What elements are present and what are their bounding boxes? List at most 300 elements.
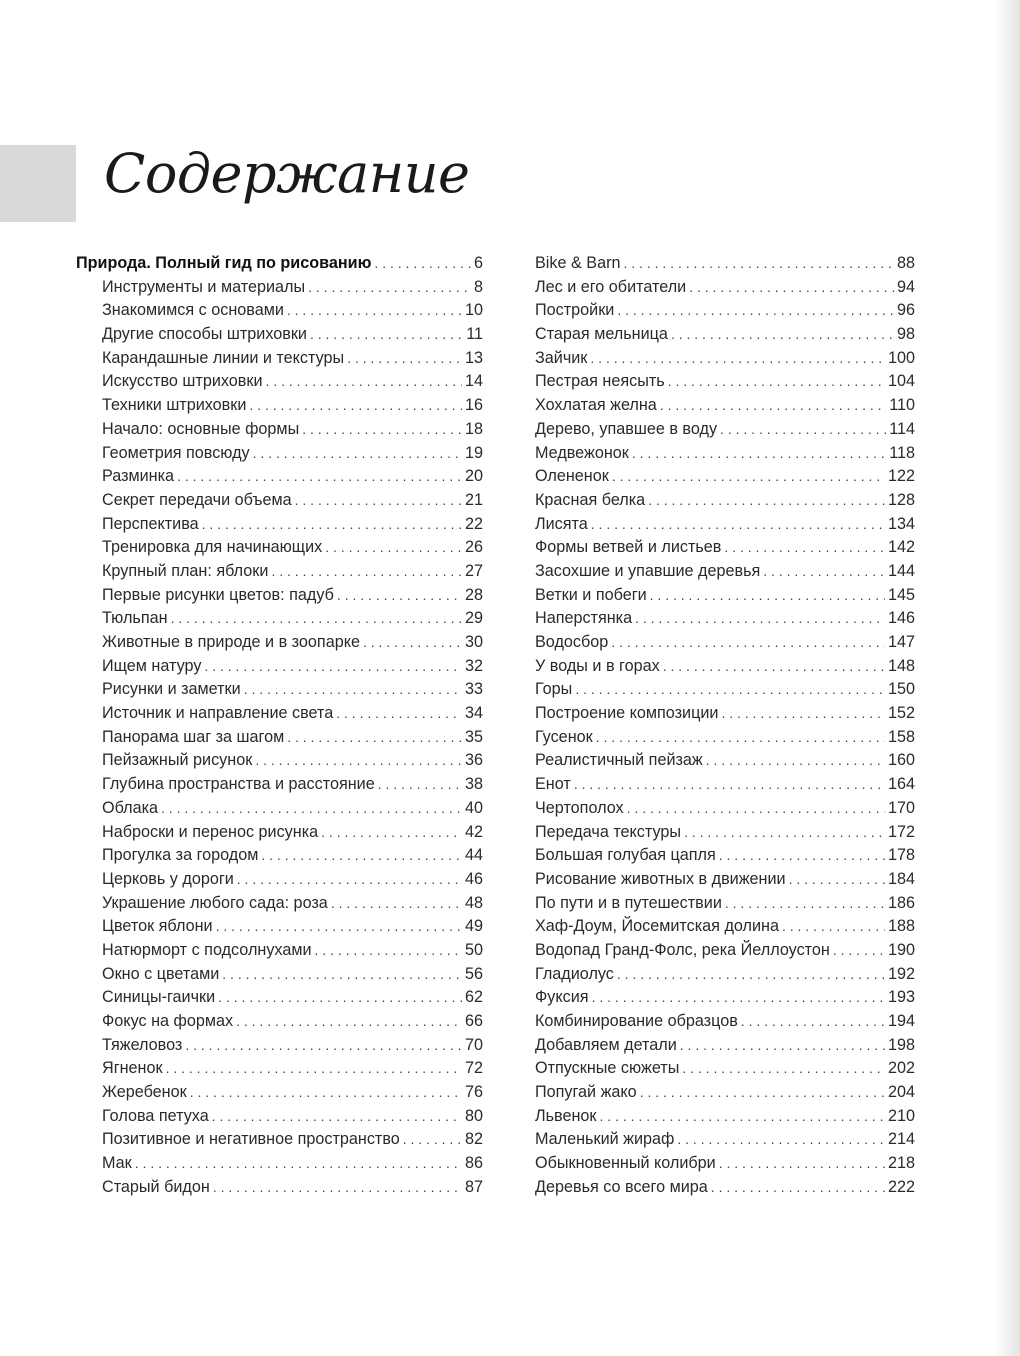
toc-dot-leader xyxy=(668,370,885,394)
toc-dot-leader xyxy=(680,1034,885,1058)
toc-entry-title: Гладиолус xyxy=(535,964,614,983)
toc-entry-page: 27 xyxy=(464,561,483,580)
toc-entry-page: 34 xyxy=(464,704,483,723)
toc-entry xyxy=(535,821,915,845)
toc-dot-leader xyxy=(596,726,885,750)
toc-dot-leader xyxy=(611,631,885,655)
toc-dot-leader xyxy=(660,394,886,418)
toc-dot-leader xyxy=(782,915,885,939)
toc-entry-title: Построение композиции xyxy=(535,704,719,723)
toc-entry-title: Деревья со всего мира xyxy=(535,1177,708,1196)
toc-entry-title: Попугай жако xyxy=(535,1083,637,1102)
toc-entry xyxy=(76,1034,483,1058)
toc-entry-page: 80 xyxy=(464,1106,483,1125)
toc-dot-leader xyxy=(347,347,462,371)
toc-entry-title: Олененок xyxy=(535,467,609,486)
toc-entry-title: Знакомимся с основами xyxy=(102,301,284,320)
toc-dot-leader xyxy=(363,631,462,655)
toc-entry xyxy=(535,276,915,300)
toc-entry-page: 87 xyxy=(464,1177,483,1196)
toc-entry xyxy=(76,939,483,963)
toc-dot-leader xyxy=(204,655,462,679)
toc-entry-title: Фокус на формах xyxy=(102,1012,234,1030)
toc-entry xyxy=(76,299,483,323)
toc-entry xyxy=(535,489,915,513)
toc-entry-page: 6 xyxy=(473,254,483,272)
toc-entry-title: Наперстянка xyxy=(535,609,633,628)
toc-entry xyxy=(535,607,915,631)
toc-entry xyxy=(535,1128,915,1152)
toc-dot-leader xyxy=(237,868,462,892)
toc-dot-leader xyxy=(617,299,894,323)
toc-dot-leader xyxy=(244,678,462,702)
toc-dot-leader xyxy=(719,844,885,868)
toc-dot-leader xyxy=(719,1152,885,1176)
toc-entry xyxy=(535,702,915,726)
toc-entry xyxy=(76,1081,483,1105)
toc-entry xyxy=(535,726,915,750)
toc-dot-leader xyxy=(374,252,471,276)
toc-entry-page: 150 xyxy=(887,680,915,699)
toc-entry-page: 146 xyxy=(887,609,915,628)
toc-entry-title: Окно с цветами xyxy=(102,964,220,983)
toc-entry xyxy=(76,915,483,939)
toc-entry-page: 190 xyxy=(887,940,915,959)
toc-entry xyxy=(535,963,915,987)
toc-dot-leader xyxy=(677,1128,885,1152)
toc-entry-page: 49 xyxy=(464,917,483,936)
toc-entry-page: 128 xyxy=(887,490,915,509)
toc-dot-leader xyxy=(295,489,462,513)
toc-entry-title: Старый бидон xyxy=(102,1177,210,1196)
toc-entry xyxy=(535,678,915,702)
toc-entry-page: 202 xyxy=(887,1059,915,1078)
toc-dot-leader xyxy=(648,489,885,513)
toc-entry-title: Глубина пространства и расстояние xyxy=(102,775,375,794)
toc-dot-leader xyxy=(135,1152,462,1176)
toc-dot-leader xyxy=(216,915,462,939)
toc-dot-leader xyxy=(640,1081,885,1105)
toc-entry xyxy=(76,1176,483,1200)
toc-dot-leader xyxy=(185,1034,462,1058)
toc-dot-leader xyxy=(331,892,462,916)
toc-entry-page: 76 xyxy=(464,1083,483,1102)
toc-entry-page: 172 xyxy=(887,822,915,841)
toc-entry-page: 110 xyxy=(889,396,915,415)
toc-entry-title: Большая голубая цапля xyxy=(535,846,716,865)
toc-dot-leader xyxy=(236,1010,462,1034)
toc-dot-leader xyxy=(310,323,463,347)
toc-entry-page: 30 xyxy=(464,633,483,651)
toc-entry-title: Техники штриховки xyxy=(102,396,247,415)
toc-entry-page: 10 xyxy=(464,301,483,320)
toc-dot-leader xyxy=(171,607,462,631)
toc-entry xyxy=(76,631,483,655)
toc-entry xyxy=(535,323,915,347)
toc-entry xyxy=(76,607,483,631)
toc-dot-leader xyxy=(574,773,885,797)
toc-entry-page: 38 xyxy=(464,775,483,794)
toc-entry-title: Маленький жираф xyxy=(535,1130,675,1149)
toc-entry-title: Пейзажный рисунок xyxy=(102,751,253,770)
toc-dot-leader xyxy=(218,986,462,1010)
toc-entry xyxy=(76,252,483,276)
toc-entry-page: 204 xyxy=(887,1083,915,1102)
toc-entry xyxy=(76,1010,483,1034)
toc-entry-title: Горы xyxy=(535,680,573,699)
toc-entry-title: Добавляем детали xyxy=(535,1035,677,1054)
toc-entry-title: Перспектива xyxy=(102,514,199,533)
page-edge-shadow xyxy=(994,0,1020,1356)
toc-dot-leader xyxy=(403,1128,462,1152)
toc-entry xyxy=(535,868,915,892)
toc-entry-page: 118 xyxy=(889,443,915,462)
toc-dot-leader xyxy=(663,655,885,679)
toc-entry-page: 188 xyxy=(887,917,915,936)
toc-dot-leader xyxy=(612,465,885,489)
toc-dot-leader xyxy=(623,252,894,276)
toc-entry xyxy=(535,252,915,276)
toc-dot-leader xyxy=(261,844,462,868)
toc-entry-page: 70 xyxy=(464,1035,483,1054)
toc-entry xyxy=(535,797,915,821)
toc-entry-title: Обыкновенный колибри xyxy=(535,1154,716,1173)
page-title: Содержание xyxy=(104,142,470,205)
toc-entry-page: 62 xyxy=(464,988,483,1007)
toc-entry-title: Пестрая неясыть xyxy=(535,372,665,391)
toc-entry xyxy=(76,844,483,868)
toc-entry xyxy=(76,726,483,750)
toc-dot-leader xyxy=(308,276,471,300)
toc-entry xyxy=(76,678,483,702)
toc-dot-leader xyxy=(202,513,462,537)
toc-entry-title: Передача текстуры xyxy=(535,822,682,841)
toc-entry-page: 29 xyxy=(464,609,483,628)
toc-entry xyxy=(535,773,915,797)
toc-entry-page: 35 xyxy=(464,727,483,746)
toc-entry-page: 158 xyxy=(887,727,915,746)
toc-entry xyxy=(535,370,915,394)
toc-entry-page: 186 xyxy=(887,893,915,912)
toc-entry-page: 100 xyxy=(887,348,915,367)
toc-entry-page: 198 xyxy=(887,1035,915,1054)
toc-entry xyxy=(535,394,915,418)
toc-entry-page: 218 xyxy=(887,1154,915,1173)
toc-entry xyxy=(535,844,915,868)
toc-entry xyxy=(76,1057,483,1081)
toc-entry xyxy=(535,1176,915,1200)
toc-dot-leader xyxy=(627,797,885,821)
toc-entry xyxy=(76,489,483,513)
toc-entry xyxy=(535,892,915,916)
toc-entry xyxy=(535,1034,915,1058)
toc-entry-page: 134 xyxy=(887,514,915,533)
toc-entry-title: Цветок яблони xyxy=(102,917,213,936)
toc-entry xyxy=(535,939,915,963)
toc-dot-leader xyxy=(213,1176,462,1200)
toc-dot-leader xyxy=(249,394,462,418)
toc-entry-page: 145 xyxy=(887,585,915,604)
toc-entry-title: Мак xyxy=(102,1154,132,1173)
toc-entry-page: 184 xyxy=(887,869,915,888)
toc-entry-page: 36 xyxy=(464,751,483,770)
toc-dot-leader xyxy=(789,868,885,892)
toc-entry xyxy=(535,915,915,939)
toc-entry xyxy=(535,584,915,608)
toc-entry-page: 72 xyxy=(464,1059,483,1078)
toc-entry xyxy=(76,536,483,560)
toc-entry-title: Позитивное и негативное пространство xyxy=(102,1130,400,1149)
toc-entry xyxy=(76,702,483,726)
toc-entry-title: Реалистичный пейзаж xyxy=(535,751,703,770)
section-tab-marker xyxy=(0,145,76,222)
toc-entry-title: Постройки xyxy=(535,301,615,320)
toc-entry-title: По пути и в путешествии xyxy=(535,893,722,912)
toc-dot-leader xyxy=(711,1176,885,1200)
toc-entry-title: Ищем натуру xyxy=(102,656,202,675)
toc-entry xyxy=(76,1128,483,1152)
toc-entry-page: 18 xyxy=(464,419,483,438)
toc-dot-leader xyxy=(724,536,885,560)
toc-entry-page: 142 xyxy=(887,538,915,557)
toc-entry-page: 16 xyxy=(464,396,483,415)
toc-dot-leader xyxy=(177,465,462,489)
toc-entry-page: 14 xyxy=(464,372,483,391)
toc-dot-leader xyxy=(190,1081,462,1105)
toc-entry-page: 193 xyxy=(887,988,915,1007)
toc-entry xyxy=(535,1057,915,1081)
toc-entry xyxy=(76,394,483,418)
toc-dot-leader xyxy=(315,939,462,963)
toc-entry-page: 160 xyxy=(887,751,915,770)
toc-dot-leader xyxy=(575,678,885,702)
toc-entry-title: Начало: основные формы xyxy=(102,419,300,438)
toc-entry-page: 56 xyxy=(464,964,483,983)
toc-entry-title: Инструменты и материалы xyxy=(102,277,306,296)
toc-dot-leader xyxy=(161,797,462,821)
toc-entry-title: Bike & Barn xyxy=(535,254,621,272)
toc-entry xyxy=(76,323,483,347)
toc-entry-title: Природа. Полный гид по рисованию xyxy=(76,254,372,272)
toc-entry-title: Фуксия xyxy=(535,988,589,1007)
toc-dot-leader xyxy=(325,536,462,560)
toc-entry-title: Карандашные линии и текстуры xyxy=(102,348,345,367)
toc-entry xyxy=(76,963,483,987)
toc-entry xyxy=(535,442,915,466)
toc-entry-title: Украшение любого сада: роза xyxy=(102,893,328,912)
toc-entry-title: Гусенок xyxy=(535,727,593,746)
toc-dot-leader xyxy=(591,513,885,537)
toc-entry-title: Прогулка за городом xyxy=(102,846,259,865)
toc-dot-leader xyxy=(255,749,462,773)
toc-dot-leader xyxy=(166,1057,462,1081)
toc-entry-title: Тяжеловоз xyxy=(102,1035,183,1054)
toc-entry xyxy=(76,892,483,916)
toc-entry-title: Медвежонок xyxy=(535,443,629,462)
toc-entry xyxy=(76,655,483,679)
toc-entry-title: Синицы-гаички xyxy=(102,988,216,1007)
toc-entry-page: 144 xyxy=(887,561,915,580)
toc-entry-page: 148 xyxy=(887,656,915,675)
toc-entry-title: Отпускные сюжеты xyxy=(535,1059,680,1078)
toc-entry xyxy=(535,986,915,1010)
toc-entry-page: 86 xyxy=(464,1154,483,1173)
toc-entry-title: Хохлатая желна xyxy=(535,396,657,415)
toc-entry-page: 104 xyxy=(887,372,915,391)
toc-entry-page: 33 xyxy=(464,680,483,699)
toc-dot-leader xyxy=(337,584,462,608)
toc-entry-title: Тюльпан xyxy=(102,609,168,628)
toc-entry-title: Наброски и перенос рисунка xyxy=(102,822,319,841)
toc-entry-title: Засохшие и упавшие деревья xyxy=(535,561,761,580)
toc-dot-leader xyxy=(635,607,885,631)
toc-entry xyxy=(76,1105,483,1129)
toc-dot-leader xyxy=(706,749,885,773)
toc-entry-page: 26 xyxy=(464,538,483,557)
toc-entry xyxy=(76,584,483,608)
toc-entry xyxy=(76,347,483,371)
toc-entry-title: Натюрморт с подсолнухами xyxy=(102,940,312,959)
toc-dot-leader xyxy=(763,560,885,584)
toc-entry-title: Секрет передачи объема xyxy=(102,490,292,509)
toc-entry-title: Водопад Гранд-Фолс, река Йеллоустон xyxy=(535,940,830,959)
toc-entry xyxy=(535,513,915,537)
toc-entry-title: Жеребенок xyxy=(102,1083,187,1102)
toc-entry xyxy=(535,1010,915,1034)
toc-entry-page: 96 xyxy=(896,301,915,320)
toc-dot-leader xyxy=(600,1105,885,1129)
toc-entry-title: Енот xyxy=(535,775,571,794)
toc-entry-page: 22 xyxy=(464,514,483,533)
toc-entry xyxy=(535,465,915,489)
toc-entry-page: 42 xyxy=(464,822,483,841)
toc-entry-title: Облака xyxy=(102,798,159,817)
toc-dot-leader xyxy=(741,1010,885,1034)
toc-dot-leader xyxy=(271,560,462,584)
toc-entry-page: 48 xyxy=(464,893,483,912)
toc-entry-title: Рисунки и заметки xyxy=(102,680,241,699)
toc-dot-leader xyxy=(721,702,885,726)
toc-entry xyxy=(76,749,483,773)
toc-entry-title: Ягненок xyxy=(102,1059,163,1078)
toc-entry xyxy=(535,1081,915,1105)
toc-dot-leader xyxy=(321,821,462,845)
toc-entry xyxy=(535,1152,915,1176)
toc-entry-title: Водосбор xyxy=(535,633,609,651)
toc-entry xyxy=(76,986,483,1010)
toc-entry-title: Чертополох xyxy=(535,798,624,817)
toc-dot-leader xyxy=(617,963,885,987)
toc-dot-leader xyxy=(378,773,462,797)
toc-entry xyxy=(535,560,915,584)
toc-entry-title: Крупный план: яблоки xyxy=(102,561,269,580)
toc-entry xyxy=(76,513,483,537)
toc-dot-leader xyxy=(287,299,462,323)
toc-dot-leader xyxy=(212,1105,462,1129)
toc-entry-page: 19 xyxy=(464,443,483,462)
toc-entry-title: Геометрия повсюду xyxy=(102,443,250,462)
toc-dot-leader xyxy=(632,442,886,466)
toc-entry-title: Лес и его обитатели xyxy=(535,277,687,296)
toc-entry-title: Дерево, упавшее в воду xyxy=(535,419,718,438)
toc-entry xyxy=(535,749,915,773)
toc-entry xyxy=(535,299,915,323)
toc-entry xyxy=(535,347,915,371)
toc-entry-title: Львенок xyxy=(535,1106,597,1125)
toc-entry-page: 147 xyxy=(887,633,915,651)
toc-entry-page: 11 xyxy=(466,325,483,344)
toc-entry xyxy=(76,821,483,845)
toc-entry xyxy=(76,797,483,821)
toc-entry-page: 50 xyxy=(464,940,483,959)
toc-entry-page: 88 xyxy=(896,254,915,272)
toc-entry xyxy=(76,370,483,394)
toc-entry-page: 82 xyxy=(464,1130,483,1149)
toc-entry xyxy=(535,1105,915,1129)
toc-dot-leader xyxy=(590,347,885,371)
toc-entry xyxy=(76,1152,483,1176)
toc-entry-page: 164 xyxy=(887,775,915,794)
toc-entry-page: 46 xyxy=(464,869,483,888)
toc-entry-page: 40 xyxy=(464,798,483,817)
toc-dot-leader xyxy=(253,442,462,466)
toc-dot-leader xyxy=(720,418,886,442)
toc-dot-leader xyxy=(287,726,462,750)
toc-entry-page: 210 xyxy=(887,1106,915,1125)
toc-dot-leader xyxy=(682,1057,885,1081)
toc-entry-page: 13 xyxy=(464,348,483,367)
toc-entry-title: Другие способы штриховки xyxy=(102,325,307,344)
toc-entry xyxy=(76,560,483,584)
toc-entry-page: 8 xyxy=(473,277,483,296)
toc-dot-leader xyxy=(650,584,885,608)
toc-entry-page: 194 xyxy=(887,1012,915,1030)
toc-entry-title: Церковь у дороги xyxy=(102,869,234,888)
toc-entry xyxy=(76,442,483,466)
toc-entry xyxy=(535,655,915,679)
toc-entry xyxy=(535,631,915,655)
toc-entry-page: 178 xyxy=(887,846,915,865)
toc-dot-leader xyxy=(592,986,885,1010)
toc-entry-page: 44 xyxy=(464,846,483,865)
toc-entry xyxy=(76,868,483,892)
toc-entry-page: 66 xyxy=(464,1012,483,1030)
toc-entry-page: 214 xyxy=(887,1130,915,1149)
toc-entry-title: Старая мельница xyxy=(535,325,668,344)
toc-entry-title: Панорама шаг за шагом xyxy=(102,727,285,746)
toc-entry xyxy=(76,276,483,300)
toc-dot-leader xyxy=(266,370,462,394)
toc-entry-page: 32 xyxy=(464,656,483,675)
toc-entry xyxy=(535,418,915,442)
toc-entry-page: 192 xyxy=(887,964,915,983)
toc-entry xyxy=(76,465,483,489)
toc-entry-title: Рисование животных в движении xyxy=(535,869,786,888)
toc-right-column xyxy=(535,252,915,1200)
toc-entry-title: Первые рисунки цветов: падуб xyxy=(102,585,334,604)
toc-entry-page: 222 xyxy=(887,1177,915,1196)
toc-entry-page: 152 xyxy=(887,704,915,723)
toc-entry-title: Искусство штриховки xyxy=(102,372,263,391)
toc-entry-title: Тренировка для начинающих xyxy=(102,538,323,557)
toc-entry-page: 114 xyxy=(889,419,915,438)
toc-dot-leader xyxy=(302,418,462,442)
toc-entry-page: 21 xyxy=(464,490,483,509)
toc-entry-title: Формы ветвей и листьев xyxy=(535,538,722,557)
toc-dot-leader xyxy=(725,892,885,916)
toc-entry-title: Зайчик xyxy=(535,348,588,367)
toc-left-column xyxy=(76,252,483,1200)
